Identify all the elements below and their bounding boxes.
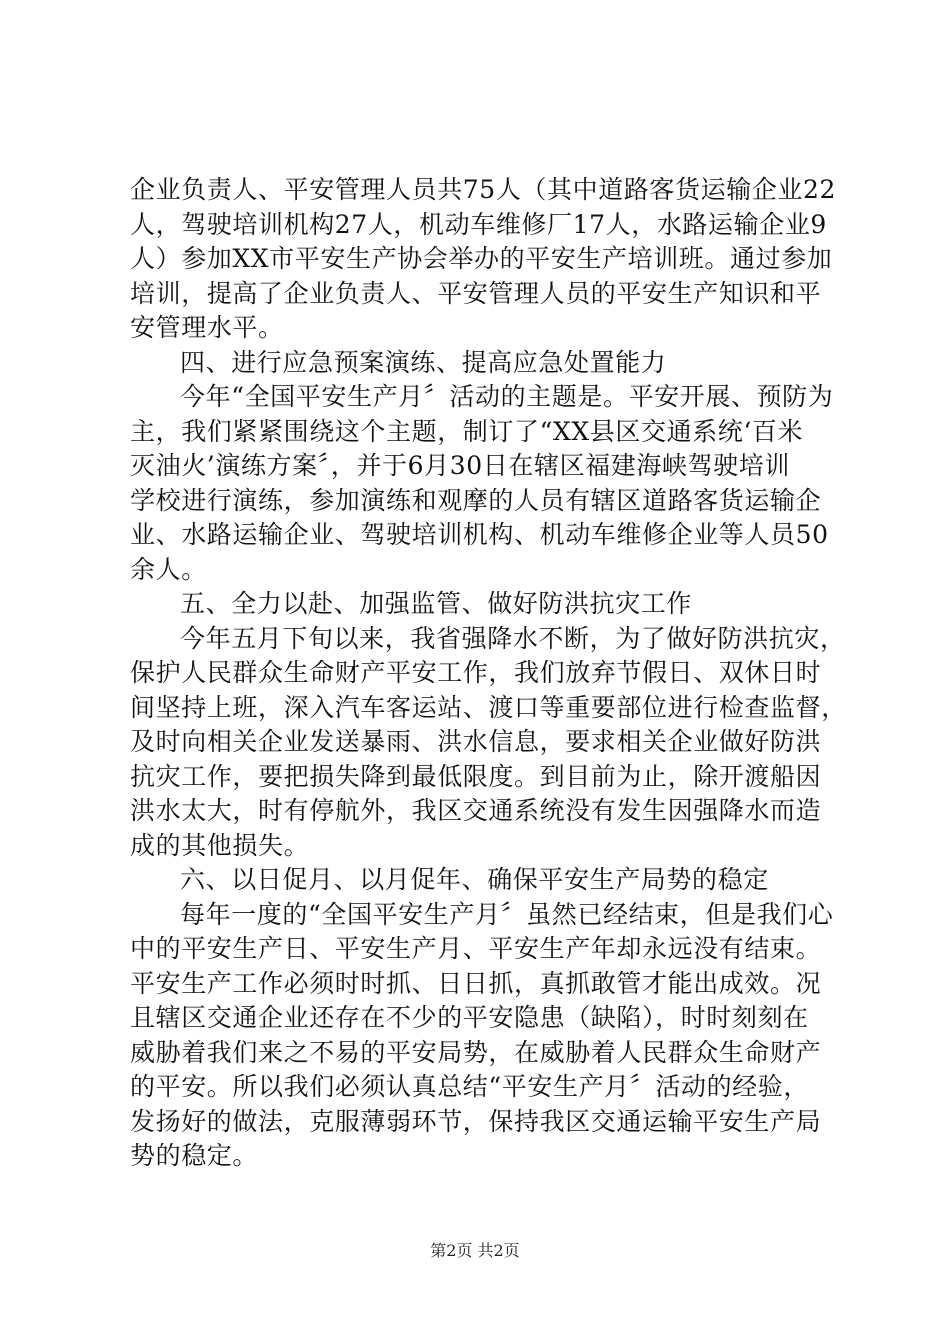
paragraph-line: 今年“全国平安生产月〞活动的主题是。平安开展、预防为 xyxy=(180,382,834,411)
paragraph-line: 保护人民群众生命财产平安工作，我们放弃节假日、双休日时 xyxy=(130,658,822,687)
paragraph-line: 及时向相关企业发送暴雨、洪水信息，要求相关企业做好防洪 xyxy=(130,727,822,756)
paragraph-line: 间坚持上班，深入汽车客运站、渡口等重要部位进行检查监督， xyxy=(130,692,847,722)
section-heading-4: 四、进行应急预案演练、提高应急处置能力 xyxy=(180,347,667,377)
paragraph-line: 今年五月下旬以来，我省强降水不断，为了做好防洪抗灾， xyxy=(180,623,846,653)
paragraph-line: 威胁着我们来之不易的平安局势，在威胁着人民群众生命财产 xyxy=(130,1037,822,1067)
paragraph-line: 安管理水平。 xyxy=(130,313,284,342)
paragraph-line: 灭油火’演练方案〞，并于6月30日在辖区福建海峡驾驶培训 xyxy=(130,451,790,480)
paragraph-line: 人，驾驶培训机构27人，机动车维修厂17人，水路运输企业9 xyxy=(130,209,827,239)
paragraph-line: 学校进行演练，参加演练和观摩的人员有辖区道路客货运输企 xyxy=(130,485,822,515)
document-body xyxy=(130,173,847,1174)
paragraph-line: 业、水路运输企业、驾驶培训机构、机动车维修企业等人员50 xyxy=(130,520,829,549)
paragraph-line: 培训，提高了企业负责人、平安管理人员的平安生产知识和平 xyxy=(130,278,822,308)
paragraph-line: 势的稳定。 xyxy=(130,1141,259,1170)
paragraph-line: 中的平安生产日、平安生产月、平安生产年却永远没有结束。 xyxy=(130,934,822,963)
paragraph-line: 的平安。所以我们必须认真总结“平安生产月〞活动的经验， xyxy=(130,1072,809,1101)
paragraph-line: 人）参加XX市平安生产协会举办的平安生产培训班。通过参加 xyxy=(130,244,833,273)
section-heading-6: 六、以日促月、以月促年、确保平安生产局势的稳定 xyxy=(180,865,769,894)
paragraph-line: 洪水太大，时有停航外，我区交通系统没有发生因强降水而造 xyxy=(130,796,822,825)
paragraph-line: 每年一度的“全国平安生产月〞虽然已经结束，但是我们心 xyxy=(180,899,834,929)
paragraph-line: 发扬好的做法，克服薄弱环节，保持我区交通运输平安生产局 xyxy=(130,1106,822,1136)
paragraph-line: 余人。 xyxy=(130,554,207,584)
paragraph-line: 企业负责人、平安管理人员共75人（其中道路客货运输企业22 xyxy=(130,175,837,204)
paragraph-line: 平安生产工作必须时时抓、日日抓，真抓敢管才能出成效。况 xyxy=(130,968,822,998)
paragraph-line: 成的其他损失。 xyxy=(130,830,310,860)
paragraph-line: 主，我们紧紧围绕这个主题，制订了“XX县区交通系统‘百米 xyxy=(130,416,804,446)
paragraph-line: 且辖区交通企业还存在不少的平安隐患（缺陷），时时刻刻在 xyxy=(130,1003,809,1032)
section-heading-5: 五、全力以赴、加强监管、做好防洪抗灾工作 xyxy=(180,589,693,618)
page-number-footer: 第2页 共2页 xyxy=(430,1241,520,1260)
paragraph-line: 抗灾工作，要把损失降到最低限度。到目前为止，除开渡船因 xyxy=(130,761,822,791)
